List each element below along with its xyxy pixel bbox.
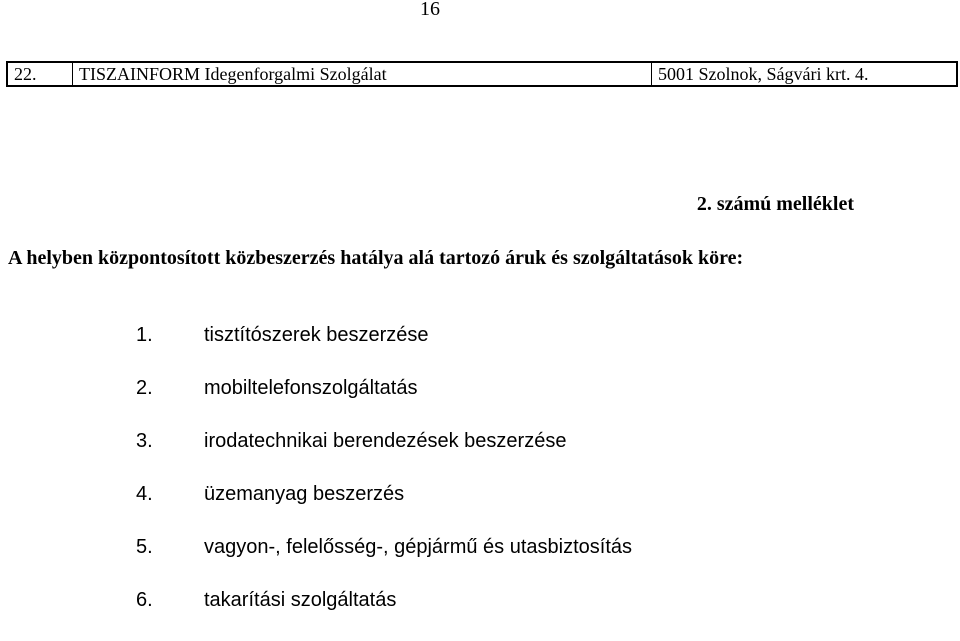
item-number: 5. — [136, 536, 153, 558]
header-organization: TISZAINFORM Idegenforgalmi Szolgálat — [73, 62, 652, 86]
item-text: irodatechnikai berendezések beszerzése — [204, 430, 567, 452]
header-row — [7, 62, 957, 86]
list-item — [136, 376, 632, 429]
page-number: 16 — [420, 0, 440, 20]
item-text: tisztítószerek beszerzése — [204, 324, 429, 346]
header-table — [6, 61, 958, 87]
header-address: 5001 Szolnok, Ságvári krt. 4. — [652, 62, 958, 86]
item-number: 1. — [136, 324, 153, 346]
item-text: vagyon-, felelősség-, gépjármű és utasbiztosítás — [204, 536, 632, 558]
item-number: 6. — [136, 589, 153, 611]
list-item — [136, 429, 632, 482]
item-number: 4. — [136, 483, 153, 505]
header-number: 22. — [7, 62, 73, 86]
section-title: A helyben központosított közbeszerzés hatálya alá tartozó áruk és szolgáltatások köre: — [8, 247, 744, 269]
item-text: üzemanyag beszerzés — [204, 483, 405, 505]
list-item — [136, 482, 632, 535]
item-text: takarítási szolgáltatás — [204, 589, 397, 611]
item-text: mobiltelefonszolgáltatás — [204, 377, 418, 399]
item-number: 2. — [136, 377, 153, 399]
item-number: 3. — [136, 430, 153, 452]
list-item — [136, 323, 632, 376]
list-item — [136, 588, 632, 641]
appendix-label: 2. számú melléklet — [696, 193, 854, 215]
items-list — [136, 323, 632, 641]
list-item — [136, 535, 632, 588]
